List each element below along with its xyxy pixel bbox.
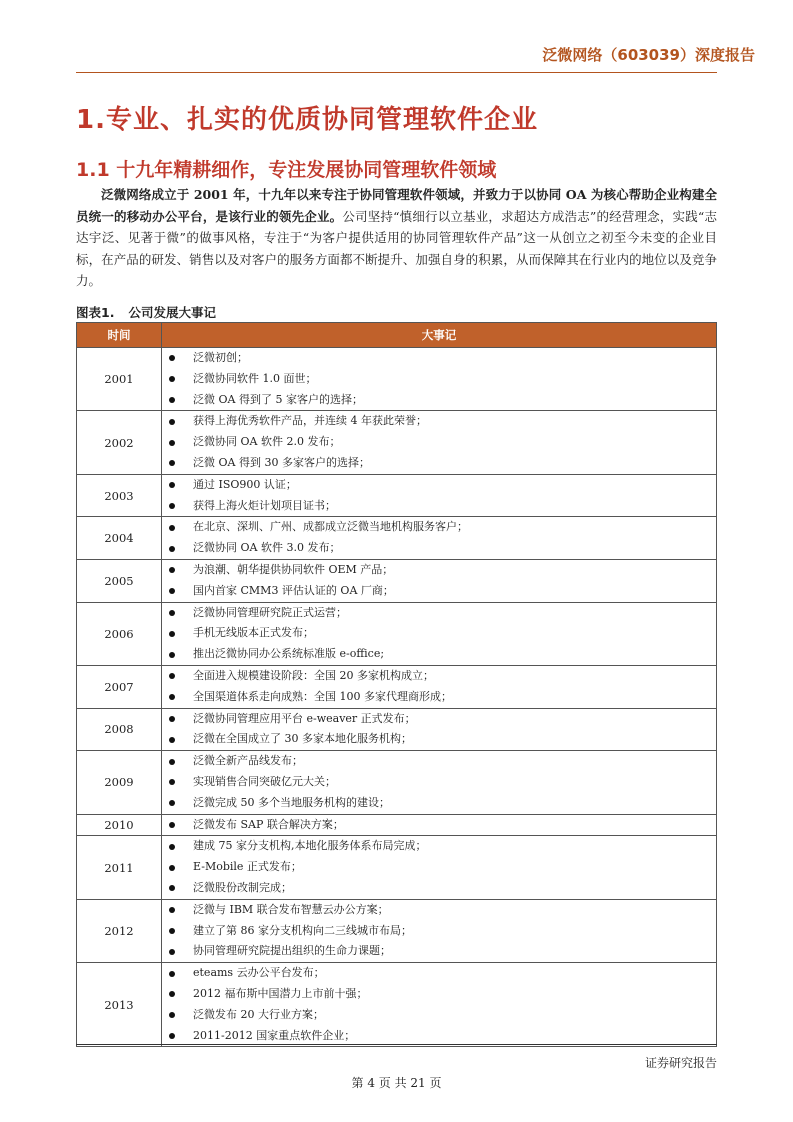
year-cell: 2006 (77, 602, 162, 665)
bullet-icon (169, 355, 175, 361)
table-row (77, 602, 717, 665)
bullet-icon (169, 865, 175, 871)
list-item (162, 815, 716, 836)
intro-paragraph (76, 184, 717, 292)
bullet-icon (169, 737, 175, 743)
bullet-icon (169, 885, 175, 891)
event-text: 2011-2012 国家重点软件企业； (193, 1028, 356, 1042)
list-item (162, 517, 716, 538)
event-text: 泛微初创； (193, 351, 248, 364)
event-text: 手机无线版本正式发布； (193, 626, 314, 640)
year-cell: 2011 (77, 836, 162, 899)
list-item (162, 411, 716, 432)
event-text: 获得上海优秀软件产品，并连续 4 年获此荣誉； (193, 414, 427, 428)
events-cell (162, 665, 717, 708)
year-cell: 2009 (77, 751, 162, 814)
bullet-icon (169, 949, 175, 955)
event-text: 泛微协同管理应用平台 e-weaver 正式发布； (193, 711, 416, 725)
bullet-icon (169, 694, 175, 700)
table-body (77, 348, 717, 1047)
list-item (162, 878, 716, 899)
event-text: 泛微协同 OA 软件 3.0 发布； (193, 541, 341, 555)
list-item (162, 496, 716, 517)
event-text: 泛微全新产品线发布； (193, 754, 303, 768)
list-item (162, 709, 716, 730)
event-text: 泛微协同软件 1.0 面世； (193, 371, 317, 385)
year-cell: 2004 (77, 517, 162, 560)
list-item (162, 390, 716, 411)
bullet-icon (169, 525, 175, 531)
column-header-year: 时间 (77, 323, 162, 348)
event-text: 实现销售合同突破亿元大关； (193, 774, 336, 788)
event-text: 泛微 OA 得到了 5 家客户的选择； (193, 392, 363, 406)
bullet-icon (169, 716, 175, 722)
event-text: E-Mobile 正式发布； (193, 860, 302, 874)
header-divider (76, 72, 717, 73)
bullet-icon (169, 844, 175, 850)
column-header-events: 大事记 (162, 323, 717, 348)
event-text: 全面进入规模建设阶段：全国 20 多家机构成立； (193, 668, 434, 682)
figure-caption (76, 303, 216, 321)
list-item (162, 1005, 716, 1026)
list-item (162, 836, 716, 857)
year-cell: 2010 (77, 814, 162, 836)
bullet-icon (169, 779, 175, 785)
bullet-icon (169, 567, 175, 573)
list-item (162, 644, 716, 665)
bullet-icon (169, 460, 175, 466)
year-cell: 2005 (77, 559, 162, 602)
bullet-icon (169, 928, 175, 934)
year-cell: 2013 (77, 963, 162, 1047)
event-text: 推出泛微协同办公系统标准版 e-office; (193, 647, 385, 661)
list-item (162, 921, 716, 942)
event-text: 协同管理研究院提出组织的生命力课题； (193, 944, 391, 958)
event-text: 泛微在全国成立了 30 多家本地化服务机构； (193, 732, 412, 746)
list-item (162, 857, 716, 878)
list-item (162, 900, 716, 921)
bullet-icon (169, 907, 175, 913)
events-cell (162, 559, 717, 602)
list-item (162, 666, 716, 687)
list-item (162, 687, 716, 708)
bullet-icon (169, 546, 175, 552)
bullet-icon (169, 419, 175, 425)
event-text: 国内首家 CMM3 评估认证的 OA 厂商； (193, 583, 394, 597)
event-text: 泛微与 IBM 联合发布智慧云办公方案； (193, 902, 389, 916)
bullet-icon (169, 482, 175, 488)
event-text: 通过 ISO900 认证； (193, 477, 297, 491)
list-item (162, 941, 716, 962)
event-text: 建立了第 86 家分支机构向二三线城市布局； (193, 923, 412, 937)
list-item (162, 453, 716, 474)
table-header-row (77, 323, 717, 348)
bullet-icon (169, 652, 175, 658)
event-text: eteams 云办公平台发布； (193, 966, 325, 980)
footer-divider (76, 1044, 717, 1045)
report-header-title: 泛微网络（603039）深度报告 (542, 46, 755, 64)
page-number: 第 4 页 共 21 页 (351, 1076, 442, 1090)
bullet-icon (169, 631, 175, 637)
table-row (77, 411, 717, 474)
list-item (162, 984, 716, 1005)
events-cell (162, 474, 717, 517)
table-row (77, 751, 717, 814)
year-cell: 2002 (77, 411, 162, 474)
bullet-icon (169, 991, 175, 997)
figure-label: 图表1. (76, 305, 115, 320)
bullet-icon (169, 610, 175, 616)
list-item (162, 603, 716, 624)
event-text: 泛微协同管理研究院正式运营； (193, 605, 347, 619)
events-cell (162, 899, 717, 962)
event-text: 获得上海火炬计划项目证书； (193, 498, 336, 512)
events-cell (162, 708, 717, 751)
intro-paragraph-rest: 公司坚持“慎细行以立基业，求超达方成浩志”的经营理念，实践“志达宇泛、见著于微”的做事风格，专注于“为客户提供适用的协同管理软件产品”这一从创立之初至今未变的企业目标，在产品的研发、销售以及对客户的服务方面都不断提升、加强自身的积累，从而保障其在行业内的地位以及竞争力。 (76, 208, 717, 288)
events-cell (162, 751, 717, 814)
event-text: 泛微协同 OA 软件 2.0 发布； (193, 435, 341, 449)
figure-title: 公司发展大事记 (128, 305, 216, 320)
bullet-icon (169, 971, 175, 977)
table-row (77, 665, 717, 708)
year-cell: 2007 (77, 665, 162, 708)
list-item (162, 432, 716, 453)
year-cell: 2008 (77, 708, 162, 751)
year-cell: 2012 (77, 899, 162, 962)
footer-report-type: 证券研究报告 (644, 1056, 717, 1070)
table-row (77, 708, 717, 751)
event-text: 泛微发布 SAP 联合解决方案； (193, 817, 344, 831)
list-item (162, 538, 716, 559)
list-item (162, 581, 716, 602)
events-cell (162, 836, 717, 899)
year-cell: 2001 (77, 348, 162, 411)
table-row (77, 474, 717, 517)
list-item (162, 963, 716, 984)
list-item (162, 751, 716, 772)
section-heading-1: 1.专业、扎实的优质协同管理软件企业 (76, 105, 538, 135)
bullet-icon (169, 759, 175, 765)
bullet-icon (169, 588, 175, 594)
table-row (77, 836, 717, 899)
event-text: 在北京、深圳、广州、成都成立泛微当地机构服务客户； (193, 520, 468, 534)
section-heading-1-1: 1.1 十九年精耕细作，专注发展协同管理软件领域 (76, 159, 497, 181)
events-cell (162, 517, 717, 560)
events-cell (162, 963, 717, 1047)
event-text: 全国渠道体系走向成熟：全国 100 多家代理商形成； (193, 689, 452, 703)
year-cell: 2003 (77, 474, 162, 517)
table-row (77, 348, 717, 411)
list-item (162, 729, 716, 750)
bullet-icon (169, 822, 175, 828)
list-item (162, 793, 716, 814)
bullet-icon (169, 800, 175, 806)
bullet-icon (169, 1012, 175, 1018)
intro-paragraph-bold: 泛微网络成立于 2001 年，十九年以来专注于协同管理软件领域，并致力于以协同 OA 为核心帮助企业构建全员统一的移动办公平台，是该行业的领先企业。 (76, 187, 717, 224)
list-item (162, 348, 716, 369)
list-item (162, 772, 716, 793)
table-row (77, 814, 717, 836)
bullet-icon (169, 673, 175, 679)
event-text: 建成 75 家分支机构,本地化服务体系布局完成； (193, 839, 427, 853)
bullet-icon (169, 440, 175, 446)
list-item (162, 369, 716, 390)
events-cell (162, 814, 717, 836)
event-text: 泛微完成 50 多个当地服务机构的建设； (193, 795, 390, 809)
event-text: 泛微股份改制完成； (193, 880, 292, 894)
table-row (77, 559, 717, 602)
bullet-icon (169, 376, 175, 382)
bullet-icon (169, 397, 175, 403)
table-row (77, 517, 717, 560)
event-text: 为浪潮、朝华提供协同软件 OEM 产品； (193, 562, 394, 576)
table-row (77, 963, 717, 1047)
bullet-icon (169, 503, 175, 509)
bullet-icon (169, 1033, 175, 1039)
list-item (162, 623, 716, 644)
events-cell (162, 348, 717, 411)
event-text: 2012 福布斯中国潜力上市前十强； (193, 986, 368, 1000)
events-cell (162, 602, 717, 665)
table-row (77, 899, 717, 962)
events-cell (162, 411, 717, 474)
list-item (162, 560, 716, 581)
list-item (162, 475, 716, 496)
event-text: 泛微 OA 得到 30 多家客户的选择； (193, 455, 370, 469)
event-text: 泛微发布 20 大行业方案； (193, 1007, 324, 1021)
milestones-table (76, 322, 717, 1047)
